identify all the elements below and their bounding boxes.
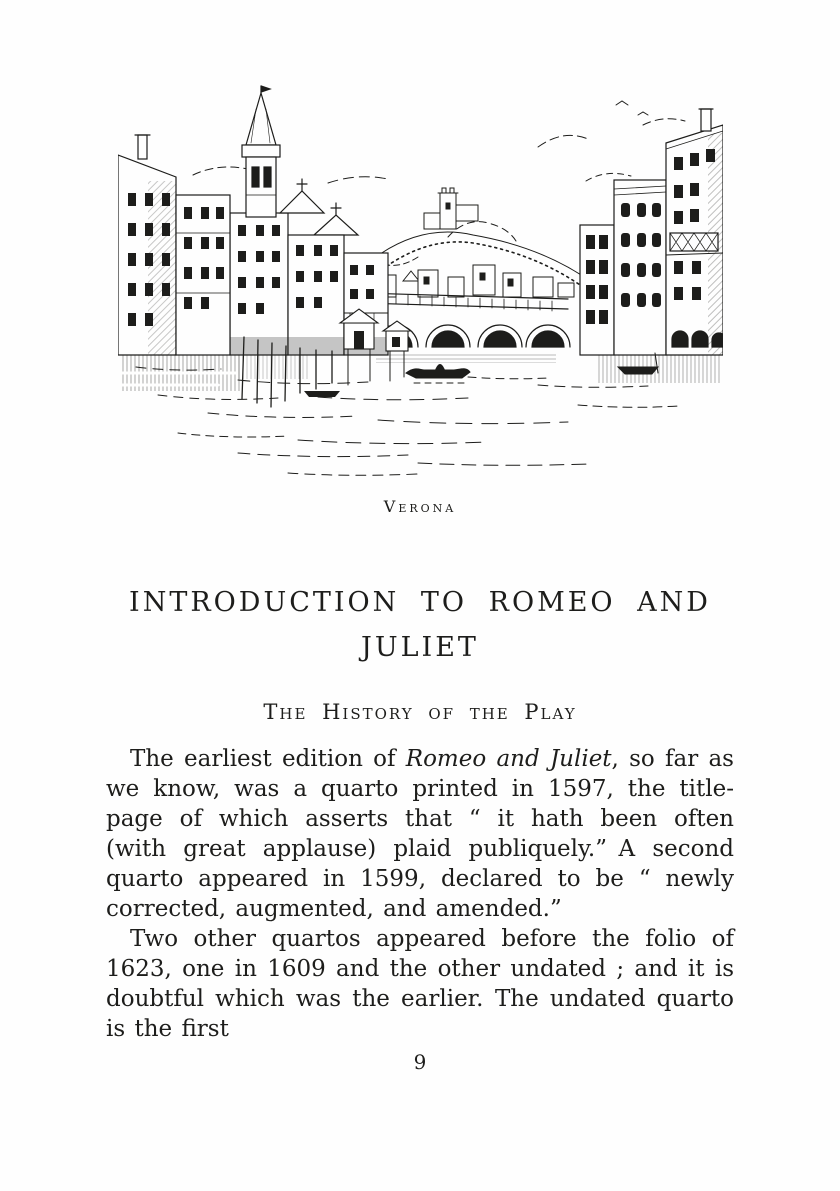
chapter-title-line-1: INTRODUCTION TO ROMEO AND (129, 587, 711, 618)
church-tower-drawing (242, 86, 280, 217)
verona-illustration (118, 85, 723, 516)
paragraph-1-text: The earliest edition of (130, 746, 406, 772)
chapter-title-line-2: JULIET (361, 632, 479, 663)
paragraph-1-text-continued: , so far as we know, was a quarto printed in 1597, the title-page of which asserts that “ it hath been often (with great applause) plaid publiquely.” A second quarto appeared in 1599, declared to be “ newly corrected, augmented, and amended.” (106, 746, 734, 922)
paragraph-2-text: Two other quartos appeared before the folio of 1623, one in 1609 and the other undated ; and it is doubtful which was the earlier. The undated quarto is the first (106, 926, 734, 1042)
body-text (106, 744, 734, 1044)
chapter-title (0, 580, 840, 670)
illustration-caption: Verona (383, 497, 457, 516)
paragraph-1-italic-title: Romeo and Juliet (405, 746, 612, 772)
paragraph-2 (106, 924, 734, 1044)
right-buildings-drawing (580, 109, 723, 355)
paragraph-1 (106, 744, 734, 924)
page-number: 9 (413, 1050, 427, 1074)
section-subheading: The History of the Play (263, 700, 577, 724)
verona-canal-engraving (118, 85, 723, 485)
